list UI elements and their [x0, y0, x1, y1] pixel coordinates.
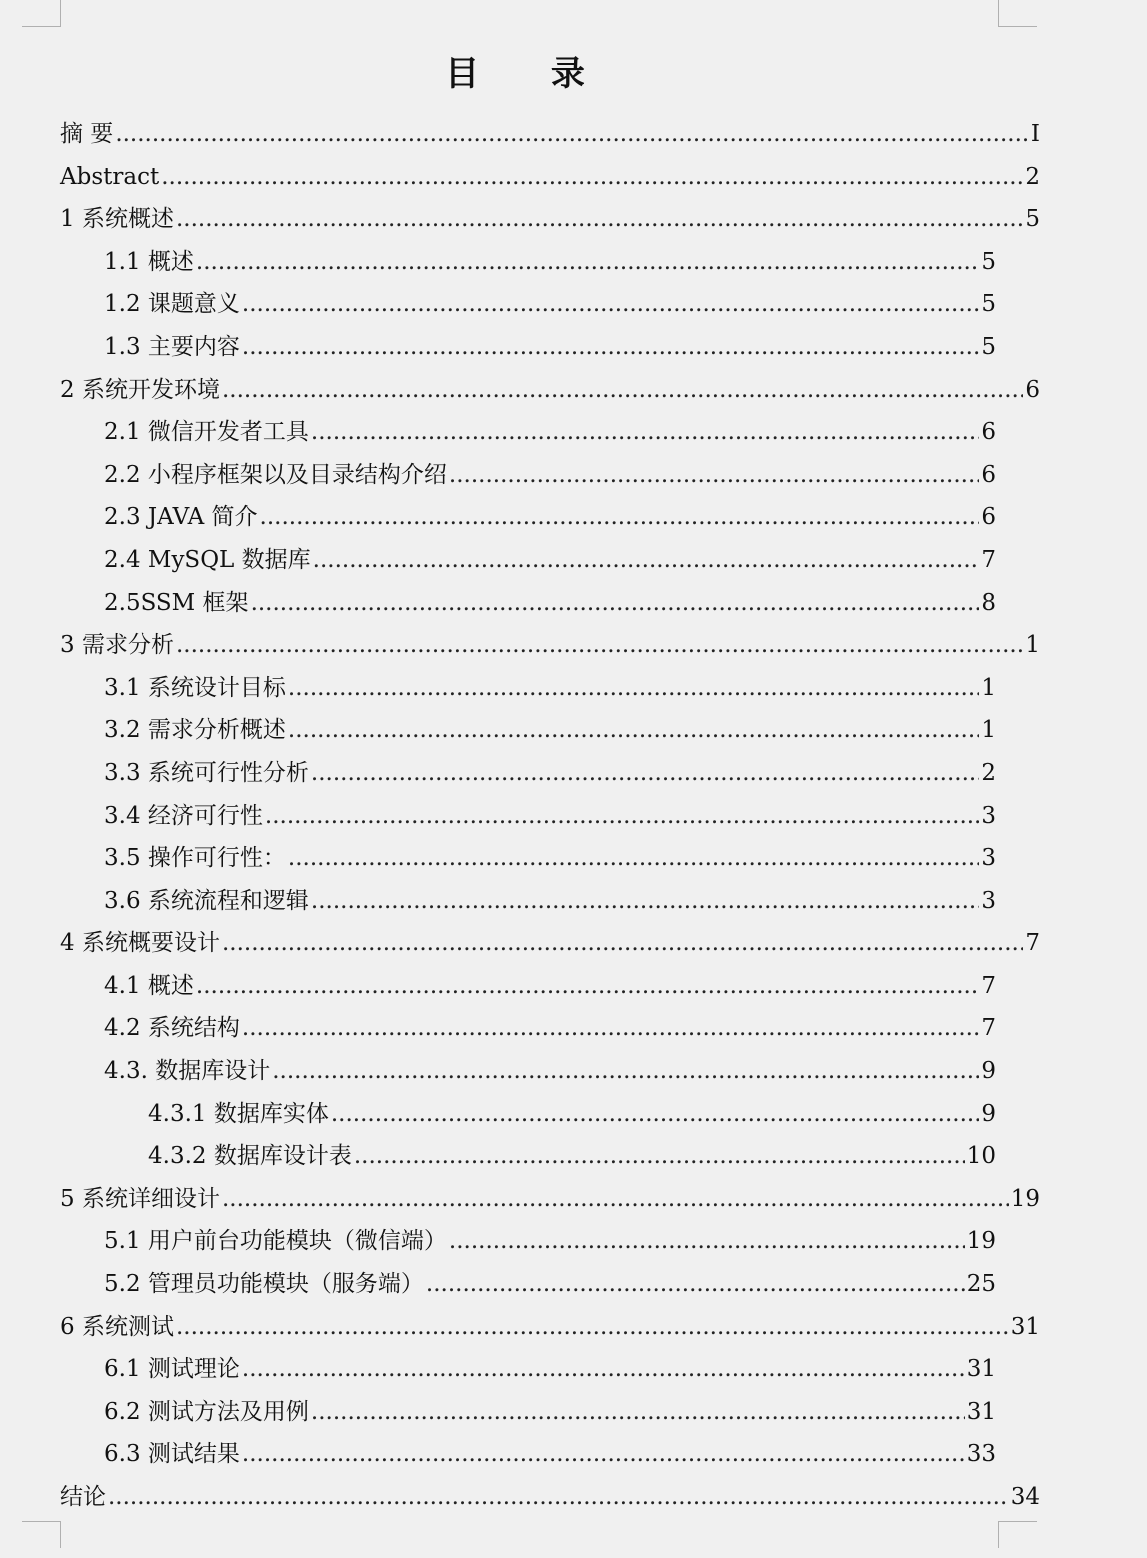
toc-page-number: 19	[1010, 1185, 1040, 1212]
toc-entry-title: 4.3. 数据库设计	[104, 1058, 271, 1085]
toc-page-number: 3	[981, 887, 996, 914]
toc-entry-title: 1 系统概述	[60, 206, 174, 233]
toc-entry[interactable]	[60, 624, 1040, 667]
toc-entry[interactable]	[60, 369, 1040, 412]
toc-entry-title: 6 系统测试	[60, 1313, 174, 1340]
toc-page-number: 1	[981, 674, 996, 701]
toc-page-number: 10	[966, 1143, 996, 1170]
toc-entry-title: 4.2 系统结构	[104, 1015, 240, 1042]
page-corner-mark-bottom-left	[22, 1521, 61, 1548]
toc-page-number: 2	[1025, 163, 1040, 190]
toc-dot-leader	[311, 880, 979, 923]
toc-entry-title: 1.2 课题意义	[104, 291, 240, 318]
toc-page-number: 1	[1025, 632, 1040, 659]
toc-entry-title: 6.2 测试方法及用例	[104, 1398, 309, 1425]
toc-page-number: 6	[981, 504, 996, 531]
toc-dot-leader	[288, 837, 979, 880]
toc-entry-title: 6.3 测试结果	[104, 1441, 240, 1468]
toc-dot-leader	[288, 709, 979, 752]
toc-page-number: I	[1030, 121, 1040, 147]
toc-dot-leader	[260, 496, 980, 539]
toc-page-number: 9	[981, 1058, 996, 1085]
toc-entry[interactable]	[60, 113, 1040, 156]
toc-dot-leader	[108, 1476, 1009, 1519]
toc-entry-title: 2.4 MySQL 数据库	[104, 546, 311, 573]
toc-dot-leader	[426, 1263, 965, 1306]
toc-dot-leader	[242, 1433, 965, 1476]
toc-page-number: 7	[981, 1015, 996, 1042]
toc-page-number: 8	[981, 589, 996, 616]
toc-entry[interactable]	[60, 1178, 1040, 1221]
toc-entry[interactable]	[60, 1220, 996, 1263]
toc-entry[interactable]	[60, 1263, 996, 1306]
toc-entry-title: 5.1 用户前台功能模块（微信端）	[104, 1228, 447, 1255]
toc-entry[interactable]	[60, 922, 1040, 965]
toc-entry[interactable]	[60, 1476, 1040, 1519]
toc-entry[interactable]	[60, 1007, 996, 1050]
toc-entry-title: 5.2 管理员功能模块（服务端）	[104, 1271, 424, 1298]
toc-entry-title: 摘 要	[60, 121, 114, 147]
toc-entry[interactable]	[60, 496, 996, 539]
toc-page-number: 33	[966, 1441, 996, 1468]
toc-page-number: 31	[966, 1398, 996, 1425]
toc-entry-title: 4.3.2 数据库设计表	[148, 1143, 352, 1170]
toc-page-number: 3	[981, 845, 996, 872]
toc-dot-leader	[176, 624, 1023, 667]
toc-entry[interactable]	[60, 411, 996, 454]
toc-dot-leader	[242, 1007, 979, 1050]
toc-entry[interactable]	[60, 454, 996, 497]
toc-dot-leader	[311, 752, 979, 795]
toc-entry[interactable]	[60, 582, 996, 625]
toc-page-number: 9	[981, 1100, 996, 1127]
toc-dot-leader	[242, 283, 979, 326]
toc-entry-title: 3.1 系统设计目标	[104, 674, 286, 701]
page-corner-mark-top-left	[22, 0, 61, 27]
toc-entry[interactable]	[60, 667, 996, 710]
toc-page-number: 1	[981, 717, 996, 744]
toc-entry-title: 4.1 概述	[104, 972, 194, 999]
toc-entry-title: 4.3.1 数据库实体	[148, 1100, 329, 1127]
toc-entry[interactable]	[60, 326, 996, 369]
toc-dot-leader	[449, 454, 979, 497]
toc-entry[interactable]	[60, 1135, 996, 1178]
toc-page-number: 5	[981, 248, 996, 275]
toc-entry-title: Abstract	[60, 163, 160, 190]
toc-page-number: 31	[966, 1356, 996, 1383]
toc-entry-title: 3.5 操作可行性：	[104, 845, 286, 872]
toc-page-number: 6	[1025, 376, 1040, 403]
toc-entry[interactable]	[60, 283, 996, 326]
toc-entry[interactable]	[60, 241, 996, 284]
toc-page-number: 34	[1010, 1484, 1040, 1510]
toc-title: 目 录	[445, 54, 615, 94]
toc-entry[interactable]	[60, 752, 996, 795]
toc-dot-leader	[161, 156, 1023, 199]
toc-entry[interactable]	[60, 1093, 996, 1136]
toc-entry-title: 结论	[60, 1484, 106, 1510]
toc-entry[interactable]	[60, 156, 1040, 199]
toc-page-number: 25	[966, 1271, 996, 1298]
toc-entry-title: 3.6 系统流程和逻辑	[104, 887, 309, 914]
toc-dot-leader	[222, 369, 1023, 412]
toc-dot-leader	[222, 1178, 1009, 1221]
toc-dot-leader	[449, 1220, 965, 1263]
toc-entry-title: 1.3 主要内容	[104, 333, 240, 360]
toc-dot-leader	[196, 241, 979, 284]
toc-page-number: 6	[981, 461, 996, 488]
toc-page-number: 31	[1010, 1313, 1040, 1340]
toc-entry-title: 6.1 测试理论	[104, 1356, 240, 1383]
toc-page-number: 7	[981, 972, 996, 999]
toc-entry[interactable]	[60, 837, 996, 880]
toc-dot-leader	[196, 965, 979, 1008]
toc-dot-leader	[288, 667, 979, 710]
toc-entry-title: 3 需求分析	[60, 632, 174, 659]
toc-entry-title: 3.4 经济可行性	[104, 802, 263, 829]
toc-page-number: 3	[981, 802, 996, 829]
toc-entry[interactable]	[60, 965, 996, 1008]
toc-entry-title: 2.1 微信开发者工具	[104, 419, 309, 446]
toc-dot-leader	[242, 326, 979, 369]
toc-entry[interactable]	[60, 1050, 996, 1093]
toc-dot-leader	[251, 582, 980, 625]
toc-entry[interactable]	[60, 795, 996, 838]
toc-dot-leader	[265, 795, 979, 838]
toc-entry-title: 2.2 小程序框架以及目录结构介绍	[104, 461, 447, 488]
toc-page-number: 5	[1025, 206, 1040, 233]
toc-entry-title: 2.3 JAVA 简介	[104, 504, 258, 531]
toc-dot-leader	[313, 539, 980, 582]
page-corner-mark-bottom-right	[998, 1521, 1037, 1548]
page-corner-mark-top-right	[998, 0, 1037, 27]
toc-dot-leader	[354, 1135, 965, 1178]
toc-entry[interactable]	[60, 1433, 996, 1476]
toc-entry-title: 1.1 概述	[104, 248, 194, 275]
toc-dot-leader	[176, 1306, 1009, 1349]
toc-entry[interactable]	[60, 1391, 996, 1434]
toc-page-number: 2	[981, 759, 996, 786]
toc-dot-leader	[176, 198, 1023, 241]
toc-entry[interactable]	[60, 880, 996, 923]
toc-dot-leader	[222, 922, 1023, 965]
toc-entry-title: 3.3 系统可行性分析	[104, 759, 309, 786]
table-of-contents	[60, 113, 1040, 1519]
toc-dot-leader	[311, 411, 979, 454]
toc-entry-title: 5 系统详细设计	[60, 1185, 220, 1212]
toc-page-number: 19	[966, 1228, 996, 1255]
toc-entry-title: 2.5SSM 框架	[104, 589, 249, 616]
toc-entry-title: 2 系统开发环境	[60, 376, 220, 403]
toc-page-number: 7	[981, 546, 996, 573]
toc-entry[interactable]	[60, 198, 1040, 241]
toc-dot-leader	[331, 1093, 980, 1136]
toc-entry[interactable]	[60, 1348, 996, 1391]
toc-dot-leader	[115, 113, 1029, 156]
toc-entry[interactable]	[60, 539, 996, 582]
toc-entry-title: 3.2 需求分析概述	[104, 717, 286, 744]
toc-page-number: 5	[981, 333, 996, 360]
toc-page-number: 5	[981, 291, 996, 318]
toc-entry[interactable]	[60, 709, 996, 752]
toc-dot-leader	[242, 1348, 965, 1391]
toc-page-number: 7	[1025, 930, 1040, 957]
toc-dot-leader	[272, 1050, 979, 1093]
toc-page-number: 6	[981, 419, 996, 446]
toc-entry[interactable]	[60, 1306, 1040, 1349]
toc-dot-leader	[311, 1391, 965, 1434]
toc-entry-title: 4 系统概要设计	[60, 930, 220, 957]
